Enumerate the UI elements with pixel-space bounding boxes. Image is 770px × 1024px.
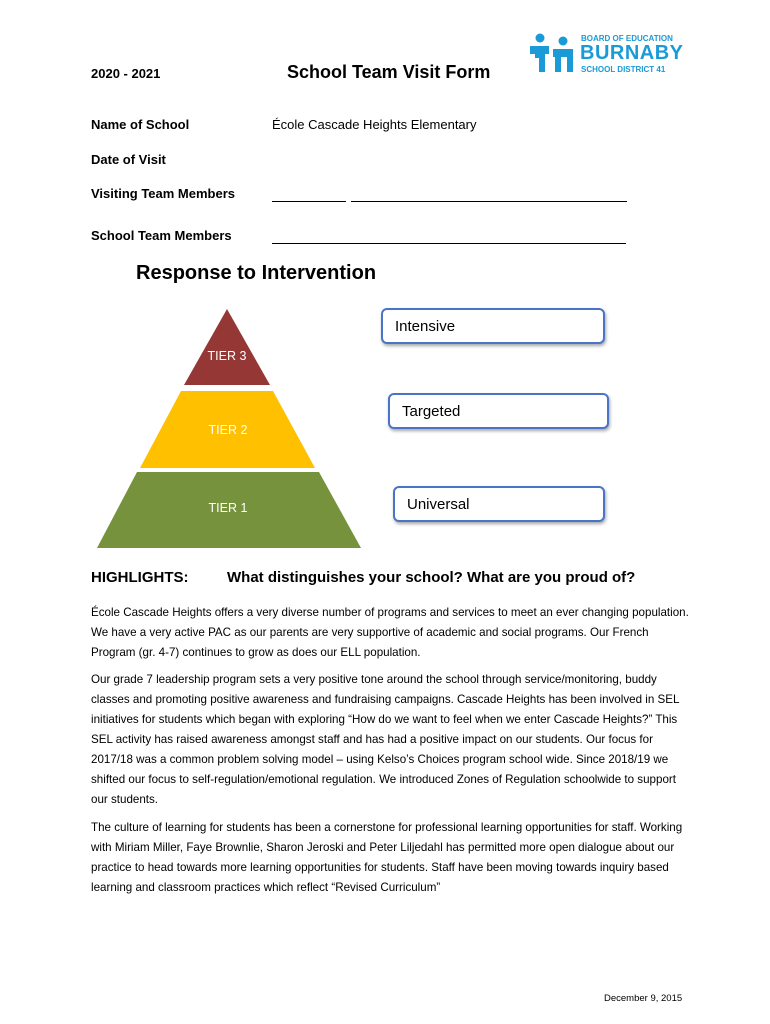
school-team-blank bbox=[272, 243, 626, 244]
highlights-paragraph-3: The culture of learning for students has been a cornerstone for professional learning opportunities for staff. Working with Miriam Miller, Faye Brownlie, Sharon Jeroski and Peter Liljedahl has permitted more open dialogue about our practice to head towards more learning opportunities for students. Staff have been moving towards inquiry based learning and classroom practices which reflect “Revised Curriculum” bbox=[91, 821, 683, 894]
logo-line-1: BOARD OF EDUCATION bbox=[581, 34, 673, 43]
burnaby-sd41-logo bbox=[527, 32, 684, 76]
school-year: 2020 - 2021 bbox=[91, 66, 161, 81]
school-name-value: École Cascade Heights Elementary bbox=[272, 117, 477, 132]
visiting-team-blank-1 bbox=[272, 201, 346, 202]
logo-line-3: SCHOOL DISTRICT 41 bbox=[581, 65, 666, 74]
visiting-team-label: Visiting Team Members bbox=[91, 186, 236, 201]
rti-title: Response to Intervention bbox=[136, 262, 377, 284]
highlights-paragraph-1: École Cascade Heights offers a very diverse number of programs and services to meet an ever changing population. We have a very active PAC as our parents are very supportive of academic and social programs. Our French Program (gr. 4-7) continues to grow as does our ELL population. bbox=[91, 606, 689, 659]
form-title: School Team Visit Form bbox=[287, 62, 491, 82]
footer-date: December 9, 2015 bbox=[604, 993, 683, 1004]
highlights-question: What distinguishes your school? What are you proud of? bbox=[227, 569, 636, 586]
highlights-label: HIGHLIGHTS: bbox=[91, 569, 189, 586]
tier-1-label: TIER 1 bbox=[208, 501, 248, 515]
intensive-box: Intensive bbox=[381, 308, 605, 344]
school-name-label: Name of School bbox=[91, 117, 190, 132]
date-of-visit-label: Date of Visit bbox=[91, 152, 166, 167]
logo-line-2: BURNABY bbox=[580, 42, 684, 64]
tier-3-segment bbox=[184, 309, 270, 385]
highlights-paragraph-2: Our grade 7 leadership program sets a very positive tone around the school through service/monitoring, buddy classes and promoting positive awareness and fundraising campaigns. Cascade Heights has been involved in SEL initiatives for students which began with exploring “How do we want to feel when we enter Cascade Heights?” This SEL activity has raised awareness amongst staff and has had a positive impact on our students. Our focus for 2017/18 was a common problem solving model – using Kelso’s Choices program school wide. Since 2018/19 we shifted our focus to self-regulation/emotional regulation. We introduced Zones of Regulation schoolwide to support our students. bbox=[91, 673, 679, 806]
rti-pyramid bbox=[95, 305, 363, 550]
targeted-box: Targeted bbox=[388, 393, 609, 429]
tier-3-label: TIER 3 bbox=[207, 349, 247, 363]
tier-2-label: TIER 2 bbox=[208, 423, 248, 437]
visiting-team-blank-2 bbox=[351, 201, 627, 202]
school-team-label: School Team Members bbox=[91, 228, 232, 243]
universal-box: Universal bbox=[393, 486, 605, 522]
